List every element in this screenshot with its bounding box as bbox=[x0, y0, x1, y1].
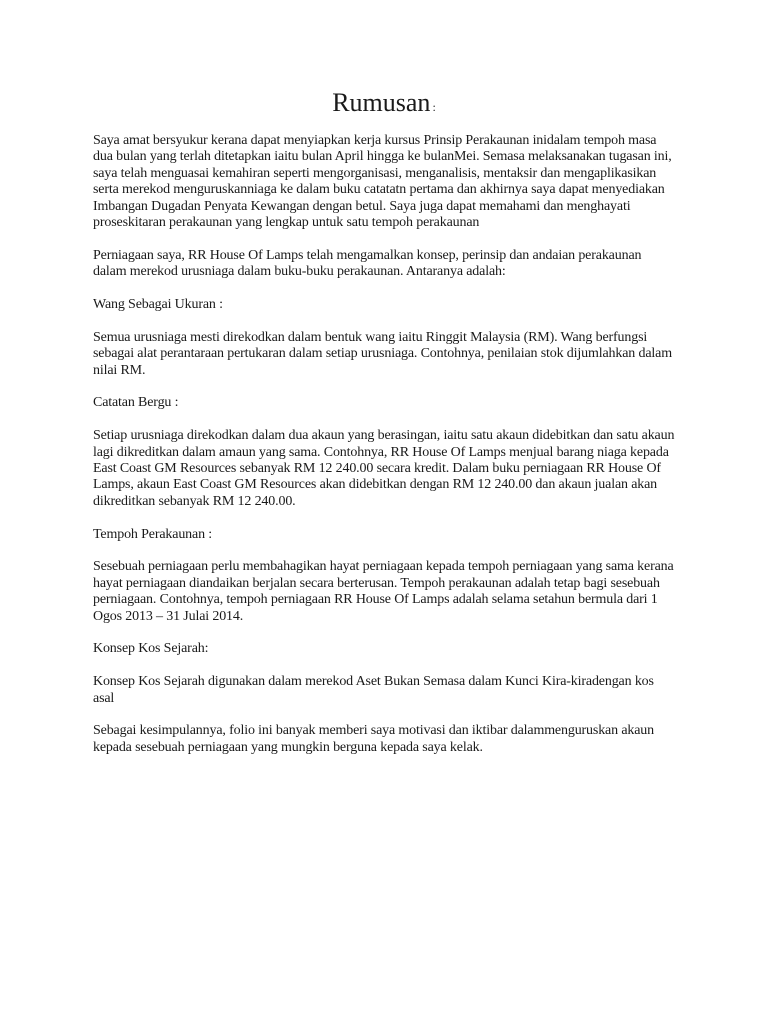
document-body bbox=[93, 133, 678, 773]
paragraph-business-concepts: Perniagaan saya, RR House Of Lamps telah mengamalkan konsep, perinsip dan andaian perakaunan dalam merekod urusniaga dalam buku-buku perakaunan. Antaranya adalah: bbox=[93, 247, 642, 280]
page-title bbox=[0, 86, 768, 124]
paragraph-intro: Saya amat bersyukur kerana dapat menyiapkan kerja kursus Prinsip Perakaunan inidalam tempoh masa dua bulan yang terlah ditetapkan iaitu bulan April hingga ke bulanMei. Semasa melaksanakan tugasan ini, saya telah menguasai kemahiran seperti mengorganisasi, menganalisis, mentaksir dan mengaplikasikan serta merekod menguruskanniaga ke dalam buku catatatn pertama dan akhirnya saya dapat menyediakan Imbangan Dugadan Penyata Kewangan dengan betul. Saya juga dapat memahami dan menghayati proseskitaran perakaunan yang lengkap untuk satu tempoh perakaunan bbox=[93, 133, 672, 231]
title-suffix: : bbox=[432, 100, 436, 114]
heading-tempoh-perakaunan: Tempoh Perakaunan : bbox=[93, 526, 213, 542]
paragraph-tempoh-perakaunan: Sesebuah perniagaan perlu membahagikan hayat perniagaan kepada tempoh perniagaan yang sama kerana hayat perniagaan diandaikan berjalan secara berterusan. Tempoh perakaunan adalah tetap bagi sesebuah perniagaan. Contohnya, tempoh perniagaan RR House Of Lamps adalah selama setahun bermula dari 1 Ogos 2013 – 31 Julai 2014. bbox=[93, 559, 674, 624]
heading-wang-sebagai-ukuran: Wang Sebagai Ukuran : bbox=[93, 297, 223, 313]
heading-konsep-kos-sejarah: Konsep Kos Sejarah: bbox=[93, 641, 209, 657]
heading-catatan-bergu: Catatan Bergu : bbox=[93, 395, 179, 411]
paragraph-conclusion: Sebagai kesimpulannya, folio ini banyak memberi saya motivasi dan iktibar dalammenguruskan akaun kepada sesebuah perniagaan yang mungkin berguna kepada saya kelak. bbox=[93, 723, 655, 755]
paragraph-konsep-kos-sejarah: Konsep Kos Sejarah digunakan dalam merekod Aset Bukan Semasa dalam Kunci Kira-kiradengan kos asal bbox=[93, 674, 654, 706]
paragraph-catatan-bergu: Setiap urusniaga direkodkan dalam dua akaun yang berasingan, iaitu satu akaun didebitkan dan satu akaun lagi dikreditkan dalam amaun yang sama. Contohnya, RR House Of Lamps menjual barang niaga kepada East Coast GM Resources sebanyak RM 12 240.00 secara kredit. Dalam buku perniagaan RR House Of Lamps, akaun East Coast GM Resources akan didebitkan dengan RM 12 240.00 dan akaun jualan akan dikreditkan sebanyak RM 12 240.00. bbox=[93, 428, 675, 509]
paragraph-wang-sebagai-ukuran: Semua urusniaga mesti direkodkan dalam bentuk wang iaitu Ringgit Malaysia (RM). Wang berfungsi sebagai alat perantaraan pertukaran dalam setiap urusniaga. Contohnya, penilaian stok dijumlahkan dalam nilai RM. bbox=[93, 329, 672, 378]
title-text: Rumusan bbox=[332, 88, 431, 117]
